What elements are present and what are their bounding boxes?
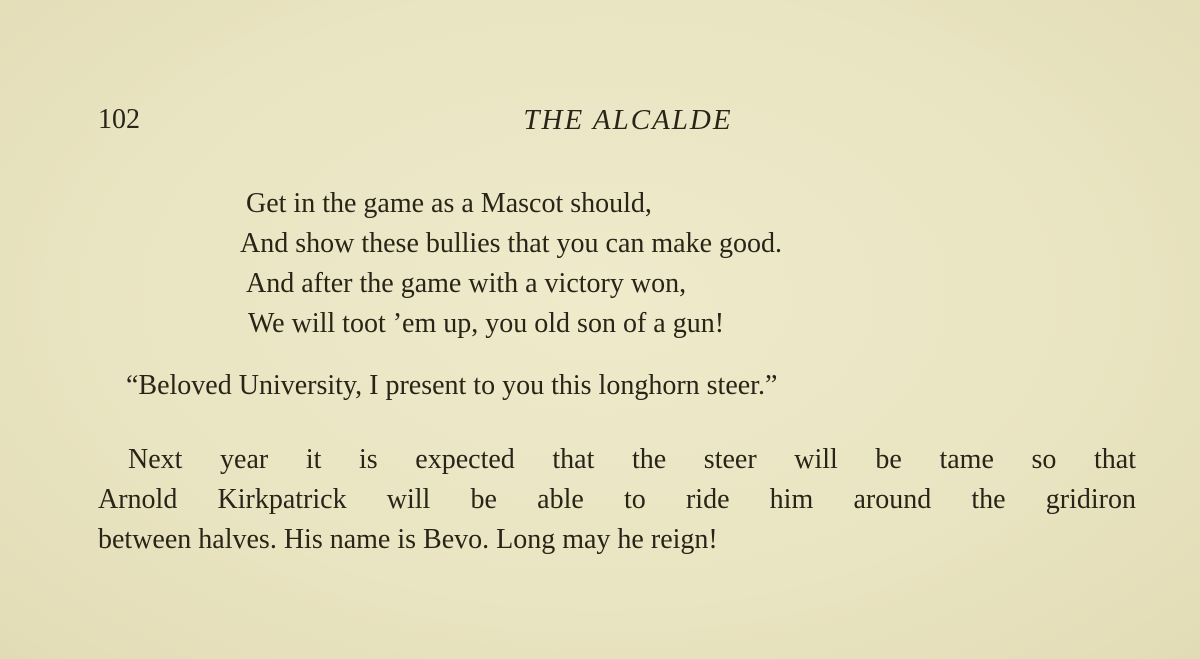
page-header	[98, 100, 1138, 140]
verse-line: And show these bullies that you can make good.	[240, 228, 783, 259]
paragraph-line: Next year it is expected that the steer will be tame so that	[128, 444, 1136, 475]
paragraph-line: between halves. His name is Bevo. Long may he reign!	[98, 524, 718, 555]
verse-line: Get in the game as a Mascot should,	[246, 188, 652, 219]
poem-verse	[240, 184, 782, 344]
page-number: 102	[98, 104, 140, 135]
verse-line: And after the game with a victory won,	[246, 268, 687, 299]
body-paragraph	[98, 440, 1136, 560]
paragraph-line: Arnold Kirkpatrick will be able to ride him around the gridiron	[98, 484, 1136, 515]
dedication-quote: “Beloved University, I present to you this longhorn steer.”	[126, 370, 778, 401]
verse-line: We will toot ’em up, you old son of a gun!	[248, 308, 725, 339]
running-title: THE ALCALDE	[523, 104, 733, 136]
